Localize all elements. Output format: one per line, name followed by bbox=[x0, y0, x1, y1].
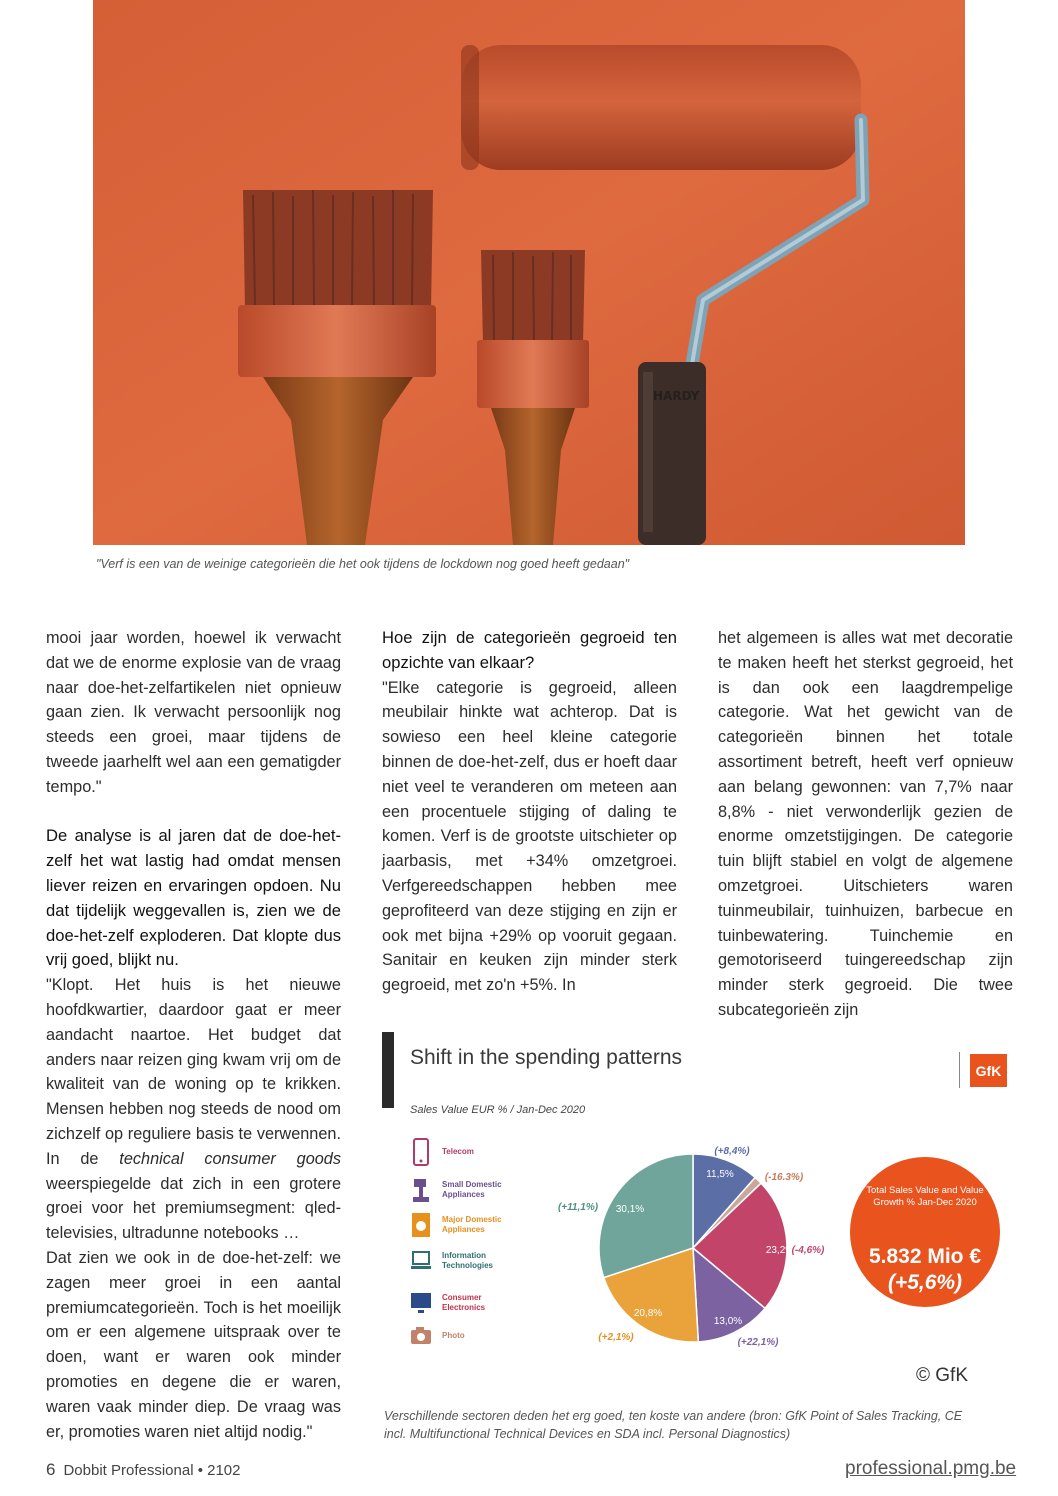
slice-growth-label: (-16.3%) bbox=[764, 1172, 804, 1183]
col1-italic-term: technical consumer goods bbox=[119, 1149, 341, 1168]
page-number: 6 bbox=[46, 1460, 56, 1479]
chart-accent-bar bbox=[382, 1032, 394, 1108]
chart-title: Shift in the spending patterns bbox=[410, 1046, 683, 1069]
article-column-2 bbox=[382, 626, 677, 998]
col1-paragraph-3: Dat zien we ook in de doe-het-zelf: we zagen meer groei in een aantal premiumcategorieën. Toch is het moeilijk om er een algemene uitspraak over te doen, want er waren ook minder promoties en degene die er waren, waren vaak minder diep. De vraag was er, promoties waren niet altijd nodig." bbox=[46, 1248, 341, 1441]
col1-paragraph-2 bbox=[46, 973, 341, 1246]
roller-brand-text: HARDY bbox=[653, 389, 700, 403]
footer-url-link[interactable]: professional.pmg.be bbox=[845, 1458, 1017, 1479]
slice-value-label: 30,1% bbox=[615, 1204, 645, 1215]
total-sales-badge bbox=[850, 1157, 1000, 1307]
col1-text-b: weerspiegelde dat zich in een grotere groei voor het premiumsegment: qled-televisies, ultradunne notebooks … bbox=[46, 1174, 341, 1243]
col1-question: De analyse is al jaren dat de doe-het-zelf het wat lastig had omdat mensen liever reizen en ervaringen opdoen. Nu dat tijdelijk weggevallen is, zien we de doe-het-zelf exploderen. Dat klopte dus vrij goed, blijkt nu. bbox=[46, 826, 341, 970]
legend-label-it: Information Technologies bbox=[442, 1251, 493, 1270]
slice-value-label: 11,5% bbox=[706, 1169, 734, 1180]
article-column-3 bbox=[718, 626, 1013, 1023]
total-growth: (+5,6%) bbox=[887, 1271, 963, 1294]
col1-paragraph-1: mooi jaar worden, hoewel ik verwacht dat we de enorme explosie van de vraag naar doe-het-zelfartikelen niet opnieuw gaan zien. Ik verwacht persoonlijk nog steeds een groei, maar tijdens de tweede jaarhelft wel aan een gematigder tempo." bbox=[46, 629, 341, 796]
logo-divider bbox=[959, 1052, 960, 1088]
slice-value-label: 23,2% bbox=[765, 1245, 795, 1256]
total-value: 5.832 Mio € bbox=[868, 1245, 982, 1268]
slice-growth-label: (+11,1%) bbox=[557, 1202, 599, 1213]
tv-icon bbox=[410, 1288, 432, 1318]
slice-growth-label: (+8,4%) bbox=[714, 1146, 750, 1157]
legend-item-consumer-electronics bbox=[410, 1288, 522, 1318]
slice-growth-label: (+2,1%) bbox=[598, 1332, 634, 1343]
camera-icon bbox=[410, 1321, 432, 1351]
legend-label-telecom: Telecom bbox=[442, 1147, 474, 1156]
legend-item-major-domestic bbox=[410, 1210, 522, 1240]
slice-value-label: 13,0% bbox=[713, 1316, 743, 1327]
col3-paragraph-1: het algemeen is alles wat met decoratie te maken heeft het sterkst gegroeid, het is dan ook een laagdrempelige categorie. Wat het gewicht van de categorieën binnen het totale assortiment betreft, heeft verf opnieuw aan belang gewonnen: van 7,7% naar 8,8% - niet verwonderlijk gezien de enorme omzetstijgingen. De categorie tuin blijft stabiel en volgt de algemene omzetgroei. Uitschieters waren tuinmeubilair, tuinhuizen, barbecue en tuinbewatering. Tuinchemie en gemotoriseerd tuingereedschap zijn minder sterk gegroeid. Die twee subcategorieën zijn bbox=[718, 629, 1013, 1019]
slice-value-label: 20,8% bbox=[633, 1308, 663, 1319]
slice-growth-label: (-4,6%) bbox=[791, 1245, 825, 1256]
legend-label-small-domestic: Small Domestic Appliances bbox=[442, 1180, 502, 1199]
legend-item-it bbox=[410, 1246, 522, 1276]
legend-item-small-domestic bbox=[410, 1175, 522, 1205]
publication-name: Dobbit Professional • 2102 bbox=[63, 1462, 241, 1479]
slice-growth-label: (+22,1%) bbox=[737, 1337, 779, 1348]
phone-icon bbox=[410, 1137, 432, 1167]
legend-label-major-domestic: Major Domestic Appliances bbox=[442, 1215, 502, 1234]
chart-subtitle: Sales Value EUR % / Jan-Dec 2020 bbox=[410, 1104, 586, 1116]
gfk-logo: GfK bbox=[970, 1054, 1007, 1087]
pie-chart bbox=[540, 1140, 840, 1380]
legend-label-photo: Photo bbox=[442, 1331, 465, 1340]
footer-publication bbox=[46, 1460, 241, 1480]
col2-paragraph-1: "Elke categorie is gegroeid, alleen meubilair hinkte wat achterop. Dat is sowieso een heel kleine categorie binnen de doe-het-zelf, dus er hoeft daar niet veel te veranderen om meteen aan een procentuele stijging of daling te komen. Verf is de grootste uitschieter op jaarbasis, met +34% omzetgroei. Verfgereedschappen hebben mee geprofiteerd van deze stijging en zijn er ook met bijna +29% op vooruit gegaan. Sanitair en keuken zijn minder sterk gegroeid, met zo'n +5%. In bbox=[382, 678, 677, 995]
article-column-1 bbox=[46, 626, 341, 1444]
legend-item-photo bbox=[410, 1321, 465, 1351]
legend-label-consumer-electronics: Consumer Electronics bbox=[442, 1293, 486, 1312]
chart-copyright: © GfK bbox=[916, 1365, 969, 1386]
paint-tools-illustration bbox=[93, 0, 965, 545]
fridge-icon bbox=[410, 1210, 432, 1240]
laptop-icon bbox=[410, 1246, 432, 1276]
mixer-icon bbox=[410, 1175, 432, 1205]
photo-caption: "Verf is een van de weinige categorieën die het ook tijdens de lockdown nog goed heeft gedaan" bbox=[96, 557, 630, 571]
hero-photo bbox=[93, 0, 965, 545]
chart-caption: Verschillende sectoren deden het erg goed, ten koste van andere (bron: GfK Point of Sales Tracking, CE incl. Multifunctional Technical Devices en SDA incl. Personal Diagnostics) bbox=[384, 1409, 963, 1441]
total-heading: Total Sales Value and Value Growth % Jan-Dec 2020 bbox=[866, 1185, 984, 1208]
col1-text-a: "Klopt. Het huis is het nieuwe hoofdkwartier, daardoor gaat er meer aandacht naartoe. Het budget dat anders naar reizen ging kwam vrij om de kwaliteit van de woning op te krikken. Mensen hebben nog steeds de nood om zichzelf op reguliere basis te verwennen. In de bbox=[46, 976, 341, 1168]
legend-item-telecom bbox=[410, 1137, 474, 1167]
col2-question: Hoe zijn de categorieën gegroeid ten opzichte van elkaar? bbox=[382, 628, 677, 672]
